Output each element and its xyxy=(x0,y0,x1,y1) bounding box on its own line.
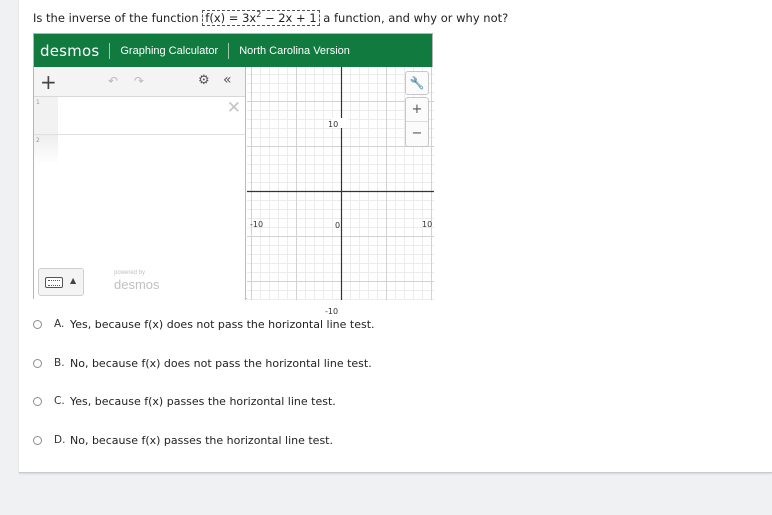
header-divider xyxy=(109,43,110,59)
answer-option-b[interactable] xyxy=(33,354,393,372)
answer-option-a[interactable] xyxy=(33,315,393,333)
zoom-out-icon: − xyxy=(411,126,423,141)
desmos-logo: desmos xyxy=(40,41,100,60)
zoom-in-button[interactable] xyxy=(406,98,428,122)
radio-button[interactable] xyxy=(33,397,42,406)
option-text: No, because f(x) passes the horizontal line test. xyxy=(70,433,333,447)
expression-toolbar xyxy=(34,67,245,97)
keyboard-icon xyxy=(45,277,63,288)
collapse-icon[interactable]: « xyxy=(223,72,232,88)
zoom-out-button[interactable] xyxy=(406,122,428,146)
row-number: 1 xyxy=(34,97,58,134)
wrench-icon: 🔧 xyxy=(409,76,425,90)
zoom-in-icon: + xyxy=(411,102,423,117)
tick-label-x-neg: -10 xyxy=(250,220,264,229)
question-text xyxy=(33,11,508,25)
expression-row[interactable] xyxy=(34,135,245,165)
option-letter: D. xyxy=(54,434,66,446)
keypad-toggle-button[interactable] xyxy=(38,268,84,296)
question-prefix: Is the inverse of the function xyxy=(33,11,203,25)
tick-label-x-pos: 10 xyxy=(422,220,433,229)
plus-icon[interactable]: + xyxy=(40,70,57,94)
option-text: Yes, because f(x) does not pass the horizontal line test. xyxy=(70,317,375,331)
answer-option-c[interactable] xyxy=(33,392,393,410)
graph-settings-button[interactable] xyxy=(405,71,429,95)
calculator-version: North Carolina Version xyxy=(239,44,350,57)
powered-by-logo: desmos xyxy=(114,277,160,292)
radio-button[interactable] xyxy=(33,436,42,445)
option-text: Yes, because f(x) passes the horizontal line test. xyxy=(70,394,336,408)
row-number: 2 xyxy=(34,135,58,165)
zoom-controls xyxy=(405,97,429,147)
radio-button[interactable] xyxy=(33,320,42,329)
radio-button[interactable] xyxy=(33,359,42,368)
option-text: No, because f(x) does not pass the horizontal line test. xyxy=(70,356,372,370)
function-expression[interactable]: $f(x) = 3x^2 - 2x + 1$ xyxy=(202,10,319,26)
expression-panel xyxy=(34,67,246,300)
powered-by-text: powered by xyxy=(114,270,146,276)
calculator-header xyxy=(34,34,432,67)
option-letter: C. xyxy=(54,395,65,407)
expression-row[interactable] xyxy=(34,97,245,135)
header-divider xyxy=(228,43,229,59)
desmos-calculator xyxy=(33,33,433,316)
gear-icon[interactable]: ⚙ xyxy=(198,73,210,88)
redo-icon[interactable]: ↷ xyxy=(134,74,145,88)
option-letter: B. xyxy=(54,357,65,369)
question-suffix: a function, and why or why not? xyxy=(319,11,509,25)
calculator-title: Graphing Calculator xyxy=(120,44,219,57)
option-letter: A. xyxy=(54,318,65,330)
caret-up-icon: ▲ xyxy=(70,276,77,285)
tick-label-y-pos: 10 xyxy=(328,120,339,129)
answer-option-d[interactable] xyxy=(33,431,393,449)
tick-label-x-zero: 0 xyxy=(335,221,341,230)
tick-label-y-neg: -10 xyxy=(325,307,339,316)
close-icon[interactable]: ✕ xyxy=(226,98,241,118)
undo-icon[interactable]: ↶ xyxy=(108,74,119,88)
